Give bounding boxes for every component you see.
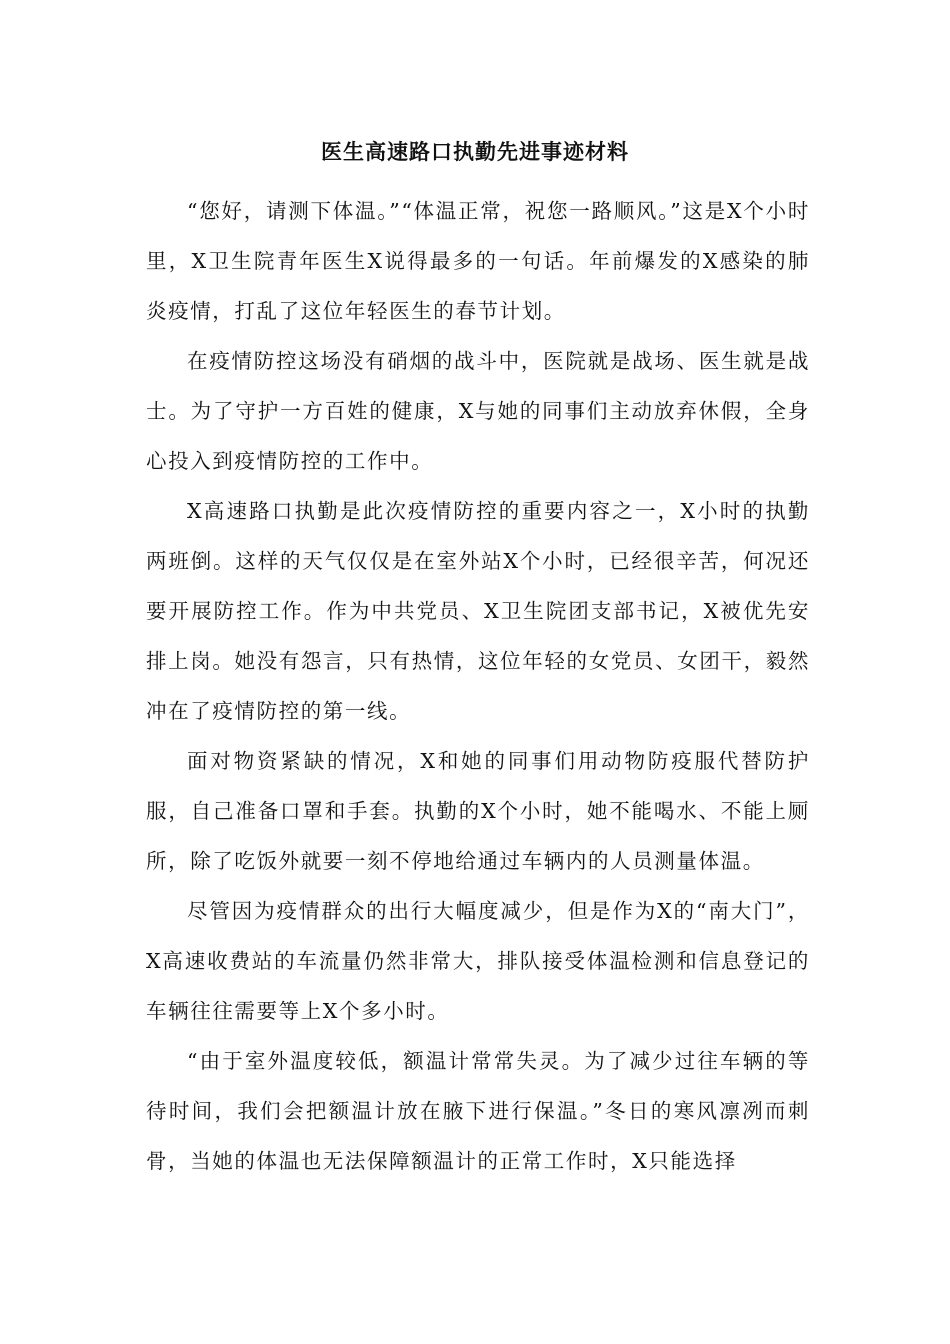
- paragraph-4: 面对物资紧缺的情况，X和她的同事们用动物防疫服代替防护服，自己准备口罩和手套。执勤的X个小时，她不能喝水、不能上厕所，除了吃饭外就要一刻不停地给通过车辆内的人员测量体温。: [146, 749, 810, 873]
- paragraph-2: 在疫情防控这场没有硝烟的战斗中，医院就是战场、医生就是战士。为了守护一方百姓的健康，X与她的同事们主动放弃休假，全身心投入到疫情防控的工作中。: [146, 349, 810, 473]
- paragraph-5: 尽管因为疫情群众的出行大幅度减少，但是作为X的“南大门”，X高速收费站的车流量仍然非常大，排队接受体温检测和信息登记的车辆往往需要等上X个多小时。: [146, 899, 810, 1023]
- paragraph-3: X高速路口执勤是此次疫情防控的重要内容之一，X小时的执勤两班倒。这样的天气仅仅是在室外站X个小时，已经很辛苦，何况还要开展防控工作。作为中共党员、X卫生院团支部书记，X被优先安排上岗。她没有怨言，只有热情，这位年轻的女党员、女团干，毅然冲在了疫情防控的第一线。: [146, 499, 810, 723]
- paragraph-1: “您好，请测下体温。”“体温正常，祝您一路顺风。”这是X个小时里，X卫生院青年医生X说得最多的一句话。年前爆发的X感染的肺炎疫情，打乱了这位年轻医生的春节计划。: [146, 199, 810, 323]
- paragraph-6: “由于室外温度较低，额温计常常失灵。为了减少过往车辆的等待时间，我们会把额温计放在腋下进行保温。”冬日的寒风凛冽而刺骨，当她的体温也无法保障额温计的正常工作时，X只能选择: [146, 1049, 810, 1173]
- document-body: [146, 186, 810, 1186]
- document-title: 医生高速路口执勤先进事迹材料: [321, 139, 629, 164]
